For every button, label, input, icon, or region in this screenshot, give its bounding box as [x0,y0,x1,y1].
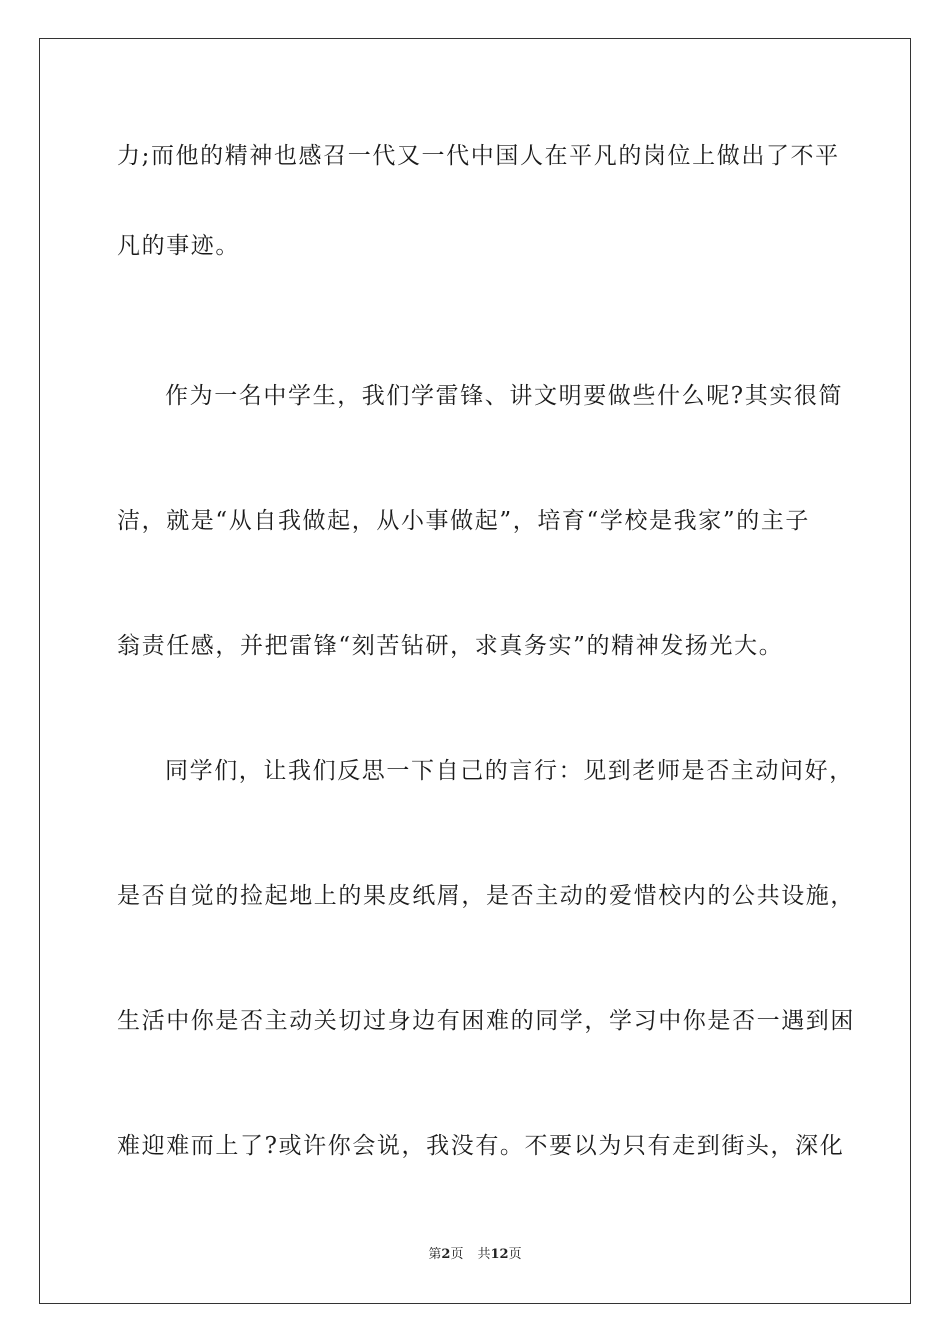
text-line: 力;而他的精神也感召一代又一代中国人在平凡的岗位上做出了不平 [117,143,840,169]
text-line: 生活中你是否主动关切过身边有困难的同学，学习中你是否一遇到困 [117,1008,855,1034]
text-line: 洁，就是“从自我做起，从小事做起”，培育“学校是我家”的主子 [117,508,811,534]
paragraph-start-line: 同学们，让我们反思一下自己的言行：见到老师是否主动问好， [165,758,854,784]
paragraph-start-line: 作为一名中学生，我们学雷锋、讲文明要做些什么呢?其实很简 [165,383,844,409]
page-border [39,38,911,1304]
page-suffix: 页 [450,1247,464,1262]
page-prefix: 第 [428,1247,442,1262]
total-prefix: 共 [477,1247,491,1262]
text-line: 凡的事迹。 [117,233,240,259]
total-pages: 12 [490,1247,509,1262]
page-number: 2 [441,1247,451,1262]
text-line: 翁责任感，并把雷锋“刻苦钻研，求真务实”的精神发扬光大。 [117,633,784,659]
page-footer [0,1246,950,1264]
total-suffix: 页 [508,1247,522,1262]
text-line: 是否自觉的捡起地上的果皮纸屑，是否主动的爱惜校内的公共设施， [117,883,855,909]
text-line: 难迎难而上了?或许你会说，我没有。不要以为只有走到街头，深化 [117,1133,845,1159]
